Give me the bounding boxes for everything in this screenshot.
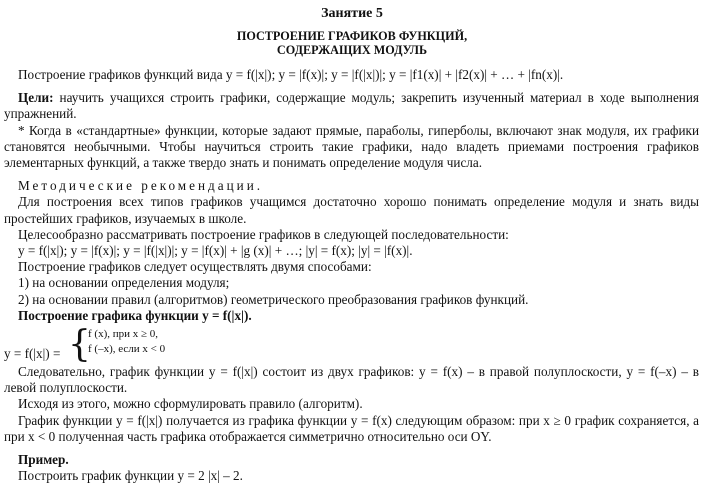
formula-cases — [88, 327, 165, 357]
document-body — [4, 67, 699, 484]
goals-label: Цели: — [18, 90, 54, 106]
heading-line-2: СОДЕРЖАЩИХ МОДУЛЬ — [276, 43, 428, 57]
goals-paragraph — [4, 90, 699, 122]
formula-left: y = f(|x|) = — [4, 346, 61, 362]
note-paragraph: * Когда в «стандартные» функции, которые задают прямые, параболы, гиперболы, включают знак модуля, их графики становятся необычными. Чтобы научиться строить такие графики, надо владеть приемами построения графиков элементарных функций, а также твердо знать и понимать определение модуля числа. — [4, 122, 699, 171]
way-1: 1) на основании определения модуля; — [18, 275, 230, 291]
example-task: Построить график функции y = 2 |x| – 2. — [18, 468, 243, 484]
goals-text: научить учащихся строить графики, содержащие модуль; закрепить изученный материал в ходе выполнения упражнений. — [4, 90, 699, 122]
methods-paragraph-3: Построение графиков следует осуществлять двумя способами: — [18, 259, 372, 275]
case-1: f (x), при x ≥ 0, — [88, 328, 159, 341]
brace-symbol: { — [68, 324, 91, 366]
methods-paragraph-5: Исходя из этого, можно сформулировать правило (алгоритм). — [18, 396, 363, 412]
methods-paragraph-1: Для построения всех типов графиков учащимся достаточно хорошо понимать определение модуля и знать виды простейших графиков, изучаемых в школе. — [4, 194, 699, 226]
subheading: Построение графика функции y = f(|x|). — [18, 307, 252, 323]
case-2: f (–x), если x < 0 — [88, 343, 166, 356]
lesson-title: Занятие 5 — [321, 6, 383, 21]
example-label: Пример. — [18, 452, 69, 468]
methods-paragraph-6: График функции y = f(|x|) получается из графика функции y = f(x) следующим образом: при x ≥ 0 график сохраняется, а при x < 0 полученная часть графика отображается симметрично относительно оси OY. — [4, 412, 699, 444]
methods-heading: Методические рекомендации. — [18, 178, 264, 194]
sequence-line: y = f(|x|); y = |f(x)|; y = |f(|x|)|; y = |f(x)| + |g (x)| + …; |y| = f(x); |y| = |f(x)|. — [18, 243, 413, 259]
methods-paragraph-2: Целесообразно рассматривать построение графиков в следующей последовательности: — [18, 226, 509, 242]
piecewise-formula — [4, 324, 699, 364]
methods-paragraph-4: Следовательно, график функции y = f(|x|) состоит из двух графиков: y = f(x) – в правой полуплоскости, y = f(–x) – в левой полуплоскости. — [4, 364, 699, 396]
section-heading — [0, 29, 704, 57]
way-2: 2) на основании правил (алгоритмов) геометрического преобразования графиков функций. — [18, 291, 529, 307]
intro-paragraph: Построение графиков функций вида y = f(|x|); y = |f(x)|; y = |f(|x|)|; y = |f1(x)| + |f2(x)| + … + |fn(x)|. — [18, 67, 564, 82]
heading-line-1: ПОСТРОЕНИЕ ГРАФИКОВ ФУНКЦИЙ, — [236, 29, 468, 43]
